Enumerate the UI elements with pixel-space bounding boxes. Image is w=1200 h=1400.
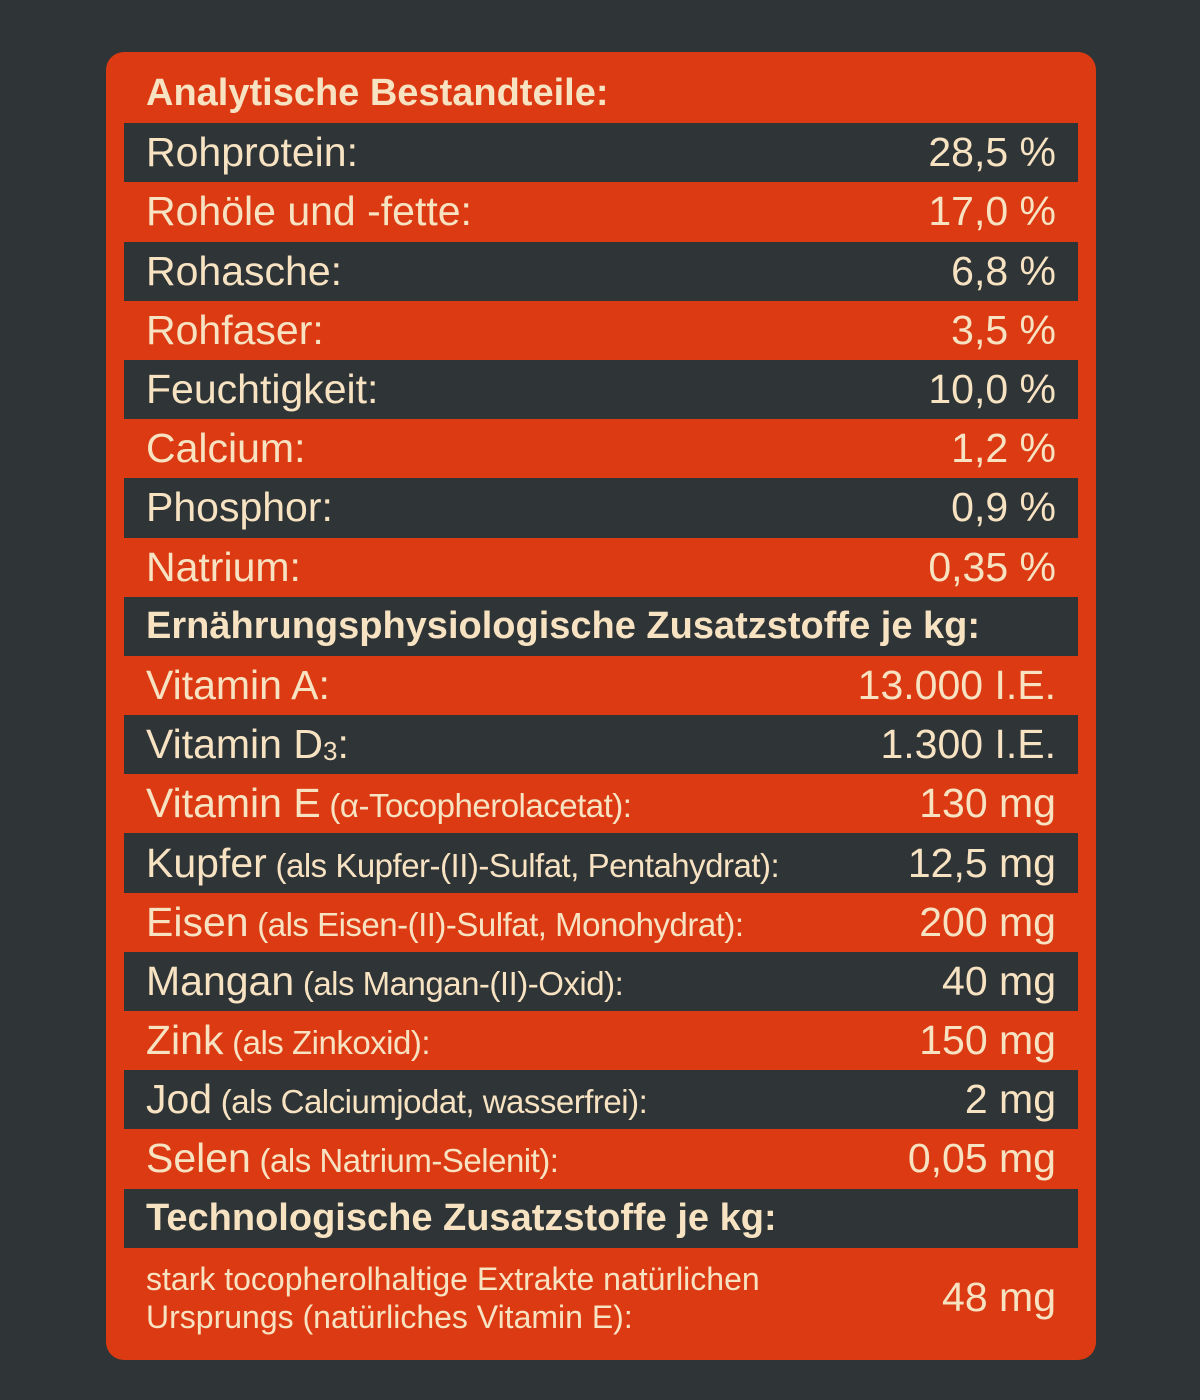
subscript: 3 [322,736,338,767]
row-value: 40 mg [942,957,1056,1004]
row-label-note: (als Kupfer-(II)-Sulfat, Pentahydrat): [266,846,780,884]
row-label-suffix: : [337,721,349,768]
table-row [124,360,1078,419]
row-label: Feuchtigkeit: [146,366,379,413]
row-value: 0,35 % [928,543,1056,590]
section-heading-technological [124,1189,1078,1248]
row-label-text: Vitamin E [146,780,321,827]
row-value: 2 mg [964,1076,1056,1123]
row-value: 200 mg [919,898,1056,945]
row-label-text: Eisen [146,898,249,945]
table-row [124,419,1078,478]
row-label-line2: Ursprungs (natürliches Vitamin E): [146,1298,633,1335]
table-row [124,952,1078,1011]
row-label-text: Mangan [146,957,295,1004]
table-row [124,1248,1078,1348]
row-value: 0,05 mg [907,1135,1056,1182]
row-value: 17,0 % [928,188,1056,235]
row-label-text: Jod [146,1076,213,1123]
nutrition-table [124,64,1078,1348]
table-row [124,301,1078,360]
row-value: 13.000 I.E. [857,661,1056,708]
table-row [124,656,1078,715]
row-value: 1,2 % [951,425,1056,472]
row-value: 28,5 % [928,129,1056,176]
row-label-note: (als Zinkoxid): [223,1024,431,1062]
section-heading-analytic [124,64,1078,123]
row-label [146,1135,558,1182]
table-row [124,893,1078,952]
row-label-note: (als Calciumjodat, wasserfrei): [212,1083,648,1121]
table-row [124,478,1078,537]
nutrition-panel [106,52,1096,1360]
row-value: 150 mg [919,1017,1056,1064]
row-label: Rohfaser: [146,306,324,353]
row-label: Rohasche: [146,247,343,294]
table-row [124,242,1078,301]
row-label [146,840,779,887]
row-label-note: (als Mangan-(II)-Oxid): [294,964,624,1002]
row-label: Natrium: [146,543,301,590]
row-value: 6,8 % [951,247,1056,294]
row-label-text: Zink [146,1017,224,1064]
row-label [146,899,744,946]
heading-label: Technologische Zusatzstoffe je kg: [146,1196,777,1239]
row-label [146,1260,836,1336]
table-row [124,182,1078,241]
row-label [146,1076,647,1123]
row-label: Phosphor: [146,484,333,531]
heading-label: Ernährungsphysiologische Zusatzstoffe je kg: [146,604,981,647]
row-label-text: Kupfer [146,839,267,886]
row-label [146,721,349,768]
row-label: Rohöle und -fette: [146,188,472,235]
row-label-note: (α-Tocopherolacetat): [320,787,632,825]
row-label-note: (als Natrium-Selenit): [250,1142,559,1180]
row-label [146,780,631,827]
section-heading-nutritional [124,597,1078,656]
table-row [124,1011,1078,1070]
table-row [124,774,1078,833]
table-row [124,715,1078,774]
table-row [124,538,1078,597]
row-label: Rohprotein: [146,129,358,176]
row-value: 0,9 % [951,484,1056,531]
row-value: 130 mg [919,780,1056,827]
row-label-text: Vitamin D [146,721,323,768]
row-label-line1: stark tocopherolhaltige Extrakte natürlichen [146,1260,760,1297]
row-value: 12,5 mg [907,839,1056,886]
row-label: Vitamin A: [146,661,330,708]
row-label-note: (als Eisen-(II)-Sulfat, Monohydrat): [248,905,744,943]
row-label: Calcium: [146,425,306,472]
row-value: 1.300 I.E. [880,721,1056,768]
row-label [146,1017,430,1064]
table-row [124,833,1078,892]
row-value: 3,5 % [951,306,1056,353]
table-row [124,1129,1078,1188]
row-value: 10,0 % [928,366,1056,413]
row-label-text: Selen [146,1135,251,1182]
table-row [124,123,1078,182]
heading-label: Analytische Bestandteile: [146,72,609,115]
table-row [124,1070,1078,1129]
row-label [146,958,623,1005]
row-value: 48 mg [942,1274,1056,1321]
